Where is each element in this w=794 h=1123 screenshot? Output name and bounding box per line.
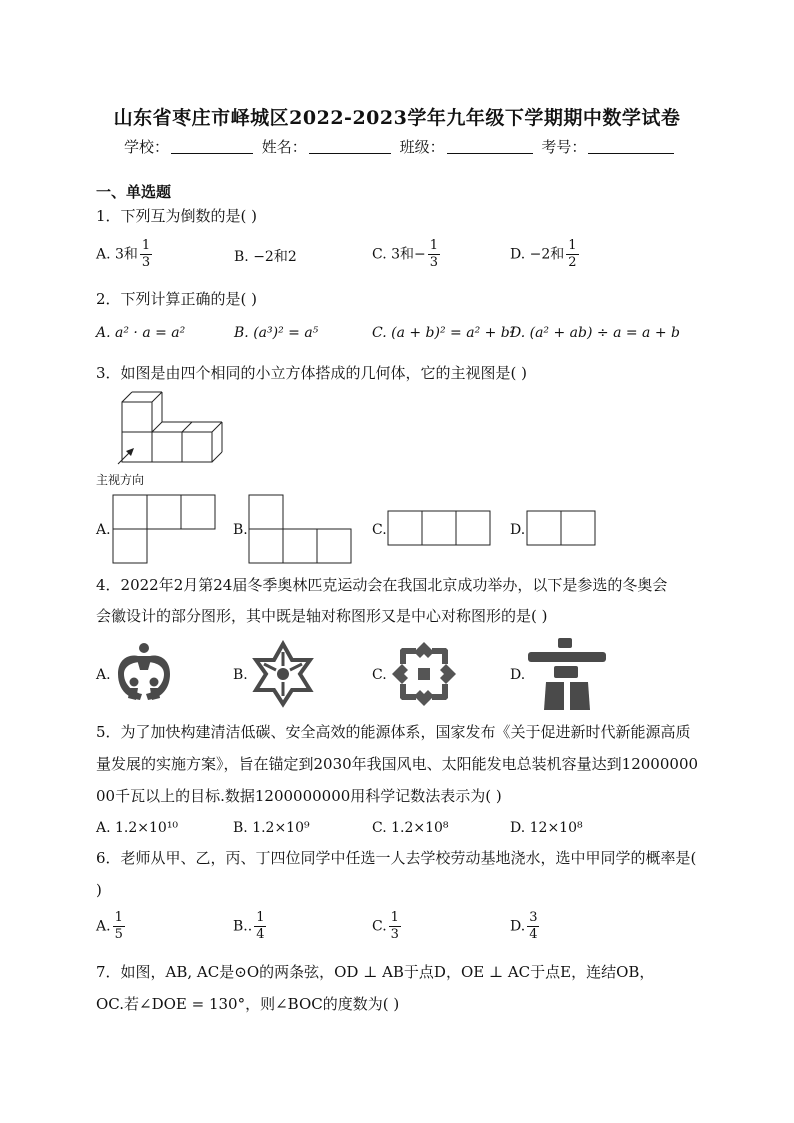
q3-figure-c [387,510,493,546]
q2-option-c: C. (a + b)² = a² + b² [372,325,516,341]
q4-option-c: C. [372,667,387,683]
q3-stem: 3．如图是由四个相同的小立方体搭成的几何体，它的主视图是( ) [96,364,528,382]
id-label: 考号： [541,138,587,156]
q6-option-b: B.. $\frac{1}{4}$ [233,910,265,942]
q6-option-a: A. $\frac{1}{5}$ [96,910,123,942]
q6-option-d: D. $\frac{3}{4}$ [510,910,538,942]
q2-stem: 2．下列计算正确的是( ) [96,290,258,308]
q4-option-d: D. [510,667,526,683]
q4-emblem-b [248,640,318,708]
q2-option-d: D. (a² + ab) ÷ a = a + b [510,325,680,341]
q1-option-c: C. 3和− $\frac{1}{3}$ [372,238,439,270]
q4-line1: 4．2022年2月第24届冬季奥林匹克运动会在我国北京成功举办，以下是参选的冬奥会 [96,576,668,594]
q2-option-a: A. a² · a = a² [96,325,186,341]
exam-title: 山东省枣庄市峄城区2022-2023学年九年级下学期期中数学试卷 [113,107,681,129]
q4-option-a: A. [96,667,111,683]
q5-option-a: A. 1.2×10¹⁰ [96,820,179,836]
q3-option-d: D. [510,522,526,538]
class-blank [447,139,533,154]
student-info-line [124,136,678,157]
name-blank [309,139,391,154]
q5-option-c: C. 1.2×10⁸ [372,820,449,836]
q1-option-d: D. −2和 $\frac{1}{2}$ [510,238,577,270]
cube-solid-figure [110,390,230,470]
q3-figure-d [526,510,598,546]
class-label: 班级： [399,138,445,156]
q6-text: 6．老师从甲、乙，丙、丁四位同学中任选一人去学校劳动基地浇水，选中甲同学的概率是( ) [96,849,697,899]
q5-option-b: B. 1.2×10⁹ [233,820,310,836]
school-label: 学校： [124,138,170,156]
section-heading: 一、单选题 [96,183,172,201]
name-label: 姓名： [261,138,307,156]
q4-option-b: B. [233,667,248,683]
q3-option-a: A. [96,522,111,538]
q6-option-c: C. $\frac{1}{3}$ [372,910,399,942]
q2-option-b: B. (a³)² = a⁵ [234,325,319,341]
q4-emblem-d [526,636,608,712]
id-blank [588,139,674,154]
school-blank [171,139,253,154]
q7-line1: 7．如图，AB, AC是⊙O的两条弦，OD ⊥ AB于点D，OE ⊥ AC于点E，连结OB， [96,963,655,981]
q4-emblem-a [112,640,176,704]
q1-stem: 1．下列互为倒数的是( ) [96,207,258,225]
q3-figure-b [248,494,354,564]
q3-figure-a [112,494,218,564]
q4-line2: 会徽设计的部分图形，其中既是轴对称图形又是中心对称图形的是( ) [96,607,548,625]
q5-option-d: D. 12×10⁸ [510,820,583,836]
q7-line2: OC.若∠DOE = 130°，则∠BOC的度数为( ) [96,995,400,1013]
view-direction-label: 主视方向 [96,473,145,487]
q1-option-a: A. 3和 $\frac{1}{3}$ [96,238,151,270]
q3-option-c: C. [372,522,387,538]
q4-emblem-c [388,638,460,710]
q3-option-b: B. [233,522,248,538]
q5-text: 5．为了加快构建清洁低碳、安全高效的能源体系，国家发布《关于促进新时代新能源高质量发展的实施方案》，旨在锚定到2030年我国风电、太阳能发电总装机容量达到1200000000千瓦以上的目标.数据1200000000用科学记数法表示为( ) [96,723,699,805]
q1-option-b: B. −2和2 [234,249,297,265]
